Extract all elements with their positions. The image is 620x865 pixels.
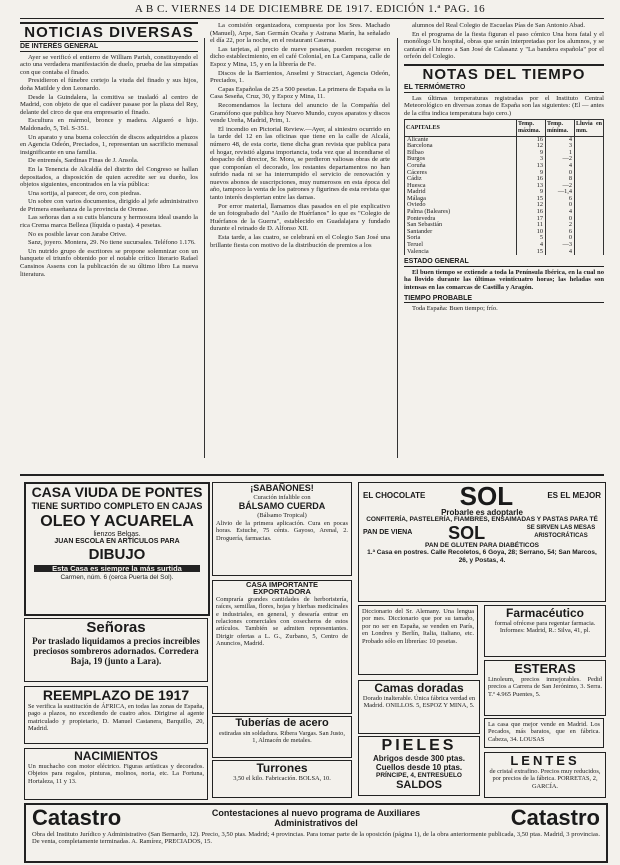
value-cell: 6 (546, 196, 575, 203)
value-cell: 6 (546, 229, 575, 236)
paragraph: Las señoras dan a su cutis blancura y hermosura ideal usando la rica Crema marca Belleza (líquida o pasta). 4 pesetas. (20, 214, 198, 230)
table-row (405, 150, 604, 157)
paragraph: Sanz, joyero. Montera, 29. No tiene sucursales. Teléfono 1.176. (28, 239, 196, 247)
value-cell: 0 (546, 202, 575, 209)
page-header: A B C. VIERNES 14 DE DICIEMBRE DE 1917. EDICIÓN 1.ª PAG. 16 (134, 3, 486, 15)
paragraph: Un nutrido grupo de escritores se propone solemnizar con un banquete el triunfo obtenido por el notable crítico literario Rafael Cansinos Assens con la publicación de su último libro La nueva literatura. (20, 247, 198, 278)
value-cell (575, 235, 604, 242)
table-row (405, 136, 604, 143)
value-cell: 4 (546, 209, 575, 216)
ad-turrones: Turrones 3,50 el kilo. Fabricación. BOLSA, 10. (212, 760, 352, 798)
value-cell: 10 (517, 229, 546, 236)
value-cell: 9 (517, 170, 546, 177)
value-cell (575, 196, 604, 203)
ad-farmaceutico: Farmacéutico formal ofrécese para regentar farmacia. Informes: Madrid, R.: Silva, 41, pl. (484, 605, 606, 657)
ad-diccionario: Diccionario del Sr. Alemany. Una lengua por mes. Diccionario que por su tamaño, por no ser en España, se venden en París, en Londres y Berlín, Italia, italiano, etc. Probado sólo en librerías: 10 pesetas. (358, 605, 478, 675)
table-row (405, 163, 604, 170)
value-cell: 9 (517, 150, 546, 157)
table-row (405, 189, 604, 196)
general-subhead: ESTADO GENERAL (404, 258, 604, 267)
value-cell: 13 (517, 163, 546, 170)
value-cell (575, 189, 604, 196)
ad-esteras: ESTERAS Linoleum, precios inmejorables. Pedid precios a Carrera de San Jerónimo, 3. Serra. T.º 4.965 Puentes, 5. (484, 660, 606, 716)
paragraph: Desde la Guindalera, la comitiva se trasladó al centro de Madrid, con objeto de que el cadáver pasase por la plaza del Rey, delante del circo de que era empresario el finado. (20, 93, 198, 116)
city-cell: Alicante (405, 136, 517, 143)
value-cell: 9 (517, 189, 546, 196)
value-cell (575, 202, 604, 209)
value-cell: 15 (517, 249, 546, 256)
value-cell: 5 (517, 235, 546, 242)
city-cell: Valencia (405, 249, 517, 256)
section-title: NOTICIAS DIVERSAS (20, 22, 198, 42)
value-cell: —3 (546, 242, 575, 249)
city-cell: Coruña (405, 163, 517, 170)
value-cell: 0 (546, 216, 575, 223)
value-cell: 17 (517, 216, 546, 223)
city-cell: Bilbao (405, 150, 517, 157)
paragraph: Discos de la Barrientos, Anselmi y Stracciari, Agencia Odeón, Preciados, 1. (210, 69, 390, 85)
city-cell: Oviedo (405, 202, 517, 209)
column-3-paragraphs (404, 22, 604, 61)
value-cell: 4 (546, 249, 575, 256)
column-2-paragraphs (210, 22, 390, 249)
paragraph: alumnos del Real Colegio de Escuelas Pías de San Antonio Abad. (412, 22, 586, 29)
paragraph: En el programa de la fiesta figuran el paso cómico Una hora fatal y el monólogo Un hospital, obras que serán interpretadas por los alumnos, y se cantarán el himno a San José de Calasanz y "La bandera española" por el orfeón del Colegio. (404, 30, 604, 61)
value-cell: 11 (517, 222, 546, 229)
table-row (405, 242, 604, 249)
city-cell: Cádiz (405, 176, 517, 183)
ad-casa-exportadora: CASA IMPORTANTE EXPORTADORA Compraría grandes cantidades de herboristería, raíces, semillas, flores, hojas y hierbas medicinales e industriales, en general, y desearía entrar en relaciones comerciales con cosecheros de estos artículos. También se admiten representantes. Dirigir ofertas a L. G., Zurbano, 5, Centro de Anuncios, Madrid. (212, 580, 352, 714)
table-body (405, 136, 604, 255)
column-middle (210, 22, 390, 250)
value-cell (575, 163, 604, 170)
value-cell: 2 (546, 222, 575, 229)
ad-nacimientos: NACIMIENTOS Un muchacho con motor eléctrico. Figuras artísticas y decorados. Objetos para regalos, pinturas, molinos, noria, etc. La Fortuna, Hortaleza, 11 y 13. (24, 748, 208, 800)
paragraph: Escultura en mármol, bronce y madera. Algueró e hijo. Maldonado, 5, Tel. S-351. (20, 117, 198, 132)
table-row (405, 143, 604, 150)
paragraph: Las tarjetas, al precio de nueve pesetas, pueden recogerse en dicho establecimiento, en el café Colonial, en La Campana, calle de Espoz y Mina, 15, y en la librería de Fe. (210, 45, 390, 68)
ad-casa-madrid: La casa que mejor vende en Madrid. Los Pecados, más baratos, que en fábrica. Cabeza, 34. LOUSAS (484, 718, 604, 748)
paragraph: Un aparato y una buena colección de discos adquiridos a plazos en Agencia Odeón, Preciados, 1, representan un sacrificio menusal insignificante en una familia. (20, 133, 198, 156)
ad-tuberias: Tuberías de acero estiradas sin soldadura. Ribera Vargas. San Justo, 1, Almacén de metales. (212, 716, 352, 758)
paragraph: Un sobre con varios documentos, dirigido al jefe administrativo de Primera enseñanza de la provincia de Orense. (20, 198, 198, 213)
value-cell: —1,4 (546, 189, 575, 196)
paragraph: Una sortija, al parecer, de oro, con piedras. (28, 189, 142, 197)
city-cell: San Sebastián (405, 222, 517, 229)
table-row (405, 196, 604, 203)
value-cell: 16 (517, 136, 546, 143)
general-text: El buen tiempo se extiende a toda la Península Ibérica, en la cual no ha llovido durante las últimas veinticuatro horas; las heladas son intensas en las comarcas de Castilla y Aragón. (404, 268, 604, 291)
column-divider (397, 38, 398, 458)
value-cell (575, 156, 604, 163)
value-cell (575, 242, 604, 249)
value-cell: 8 (546, 176, 575, 183)
table-row (405, 235, 604, 242)
value-cell (575, 136, 604, 143)
value-cell: 3 (517, 156, 546, 163)
paragraph: El incendio en Pictorial Review.—Ayer, al siniestro ocurrido en la tarde del 12 en las oficinas que tiene en la calle de Alcalá, número 48, de esta corte, tiene dicha gran revista que publica para el hogar, revistió alguna importancia, toda vez que al incendiarse el despacho del director, Sr. Mora, se perdieron valiosas obras de arte que componían el decorado, los restantes departamentos no han sufrido nada ni se ha interrumpido el servicio de renovación y nuevos abonos de suscripciones, muy numerosos en esta época del año, tampoco la venta de los patrones y figurines de esta revista que tanto interés despiertan entre las damas. (210, 125, 390, 202)
ad-pontes: CASA VIUDA DE PONTES TIENE SURTIDO COMPLETO EN CAJAS OLEO Y ACUARELA lienzos Belgas. JUAN ESCOLA EN ARTÍCULOS PARA DIBUJO Esta Casa es siempre la más surtida Carmen, núm. 6 (cerca Puerta del Sol). (24, 482, 210, 616)
paragraph: De entremés, Sardinas Finas de J. Ansola. (28, 157, 139, 165)
probable-text: Toda España: Buen tiempo; frío. (412, 305, 498, 313)
city-cell: Madrid (405, 189, 517, 196)
column-noticias (20, 22, 198, 279)
value-cell (575, 222, 604, 229)
ad-senoras: Señoras Por traslado liquidamos a precios increíbles preciosos sombreros adornados. Corredera Baja, 19 (junto a Lara). (24, 618, 208, 682)
city-cell: Soria (405, 235, 517, 242)
table-header-cell: Temp. mínima. (546, 120, 575, 136)
table-header-row (405, 120, 604, 136)
value-cell: 4 (546, 163, 575, 170)
paragraph: Esta tarde, a las cuatro, se celebrará en el Colegio San José una brillante fiesta con motivo de la distribución de premios a los (210, 234, 390, 249)
ad-camas-doradas: Camas doradas Dorado inalterable. Única fábrica verdad en Madrid. ONILLOS. 5, ESPOZ Y MINA, 5. (358, 680, 480, 734)
paragraph: Presidieron el fúnebre cortejo la viuda del finado y sus hijos, doña Matilde y don Leonardo. (20, 77, 198, 92)
value-cell (575, 176, 604, 183)
column-1-paragraphs (20, 54, 198, 279)
value-cell: 0 (546, 170, 575, 177)
value-cell: 16 (517, 176, 546, 183)
weather-title: NOTAS DEL TIEMPO (404, 64, 604, 83)
paragraph: Recomendamos la lectura del anuncio de la Compañía del Gramófono que publica hoy Nuevo Mundo, cuyos aparatos y discos vende Ureña, Madrid, Prim, 1. (210, 101, 390, 125)
table-row (405, 229, 604, 236)
value-cell: 4 (517, 242, 546, 249)
paragraph: Capas Españolas de 25 a 500 pesetas. La primera de España es la Casa Seseña, Cruz, 30, y Espoz y Mina, 11. (210, 85, 390, 101)
city-cell: Burgos (405, 156, 517, 163)
city-cell: Pontevedra (405, 216, 517, 223)
value-cell: 1 (546, 150, 575, 157)
ad-pieles: PIELES Abrigos desde 300 ptas. Cuellos desde 10 ptas. PRÍNCIPE, 4, ENTRESUELO SALDOS (358, 736, 480, 796)
table-header-cell: Temp. máxima. (517, 120, 546, 136)
paragraph: En la Tenencia de Alcaldía del distrito del Congreso se hallan depositados, a disposición de quien acredite ser su dueño, los objetos siguientes, encontrados en la vía pública: (20, 165, 198, 189)
city-cell: Palma (Baleares) (405, 209, 517, 216)
value-cell: —2 (546, 183, 575, 190)
table-row (405, 156, 604, 163)
value-cell (575, 150, 604, 157)
table-row (405, 222, 604, 229)
ad-catastro: Catastro Contestaciones al nuevo programa de Auxiliares Administrativos del Catastro Obra del Instituto Jurídico y Administrativo (San Bernardo, 12). Precio, 3,50 ptas. Madrid; 4 provincias. Para tomar parte de la oposición (página 1), de la obra anteriormente publicada, 3,50 ptas. Madrid, 3 provincias. De venta, completamente terminadas. A. Ramírez, PRECIADOS, 15. (24, 803, 608, 863)
table-header-cell: CAPITALES (405, 120, 517, 136)
value-cell (575, 183, 604, 190)
city-cell: Cáceres (405, 170, 517, 177)
ad-lentes: LENTES de cristal extrafino. Precios muy reducidos, por precios de la fábrica. PORRETAS, 2, GARCÍA. (484, 752, 606, 798)
value-cell: 12 (517, 202, 546, 209)
table-row (405, 249, 604, 256)
value-cell: 3 (546, 143, 575, 150)
ads-rule (20, 474, 604, 476)
city-cell: Barcelona (405, 143, 517, 150)
column-divider (204, 38, 205, 458)
table-header-cell: Lluvia en mm. (575, 120, 604, 136)
value-cell: 15 (517, 196, 546, 203)
value-cell (575, 229, 604, 236)
value-cell: 4 (546, 136, 575, 143)
value-cell: 16 (517, 209, 546, 216)
paragraph: No es posible lavar con Jarabe Orive. (28, 230, 127, 238)
value-cell: 0 (546, 235, 575, 242)
value-cell: —2 (546, 156, 575, 163)
thermo-intro: Las últimas temperaturas registradas por el Instituto Central Meteorológico en diversas zonas de España son las siguientes: (El — antes de la cifra indica temperatura bajo cero.) (404, 94, 604, 117)
thermo-subhead: EL TERMÓMETRO (404, 84, 604, 93)
probable-subhead: TIEMPO PROBABLE (404, 295, 604, 304)
ad-reemplazo: REEMPLAZO DE 1917 Se verifica la sustitución de ÁFRICA, en todas las zonas de España, pago a plazos, no excediendo de cuatro años. Dirigirse al agente matriculado y propietario, D. Manuel Castanera, Barquillo, 20, Madrid. (24, 686, 208, 744)
value-cell: 12 (517, 143, 546, 150)
paragraph: Por error material, llamamos dias pasados en el pie explicativo de un fotograbado del "Asilo de Huérfanos" lo que es "Colegio de Huérfanos de la Guerra", establecido en Guadalajara y fundado durante el reinado de D. Alfonso XII. (210, 202, 390, 233)
city-cell: Santander (405, 229, 517, 236)
city-cell: Huesca (405, 183, 517, 190)
paragraph: La comisión organizadora, compuesta por los Sres. Machado (Manuel), Arpe, San Germán Ocaña y Astrana Marín, ha señalado el día 22, por la noche, en el restaurant Casersa. (210, 22, 390, 45)
section-subhead: DE INTERÉS GENERAL (20, 43, 198, 52)
temperature-table (404, 119, 604, 255)
ad-sabanones: ¡SABAÑONES! Curación infalible con BÁLSAMO CUERDA (Bálsamo Tropical) Alivio de la primera aplicación. Cura en pocas horas. Estuche, 75 cénts. Gayoso, Arenal, 2. Droguería, farmacias. (212, 482, 352, 576)
value-cell (575, 216, 604, 223)
value-cell (575, 249, 604, 256)
ad-chocolate-sol: EL CHOCOLATE SOL ES EL MEJOR Probarle es adoptarle CONFITERÍA, PASTELERÍA, FIAMBRES, ENSAIMADAS Y PASTAS PARA TÉ PAN DE VIENA SOL SE SIRVEN LAS MESAS ARISTOCRÁTICAS PAN DE GLUTEN PARA DIABÉTICOS 1.ª Casa en postres. Calle Recoletos, 6 Goya, 28; Serrano, 54; San Marcos, 26, y Postas, 4. (358, 482, 606, 602)
header-rule (20, 18, 604, 19)
table-row (405, 170, 604, 177)
table-row (405, 183, 604, 190)
city-cell: Teruel (405, 242, 517, 249)
city-cell: Málaga (405, 196, 517, 203)
value-cell (575, 170, 604, 177)
table-row (405, 176, 604, 183)
column-weather (404, 22, 604, 313)
paragraph: Ayer se verificó el entierro de William Parish, constituyendo el acto una verdadera manifestación de duelo, prueba de las simpatías con que contaba el finado. (20, 53, 198, 76)
value-cell (575, 143, 604, 150)
value-cell (575, 209, 604, 216)
value-cell: 13 (517, 183, 546, 190)
